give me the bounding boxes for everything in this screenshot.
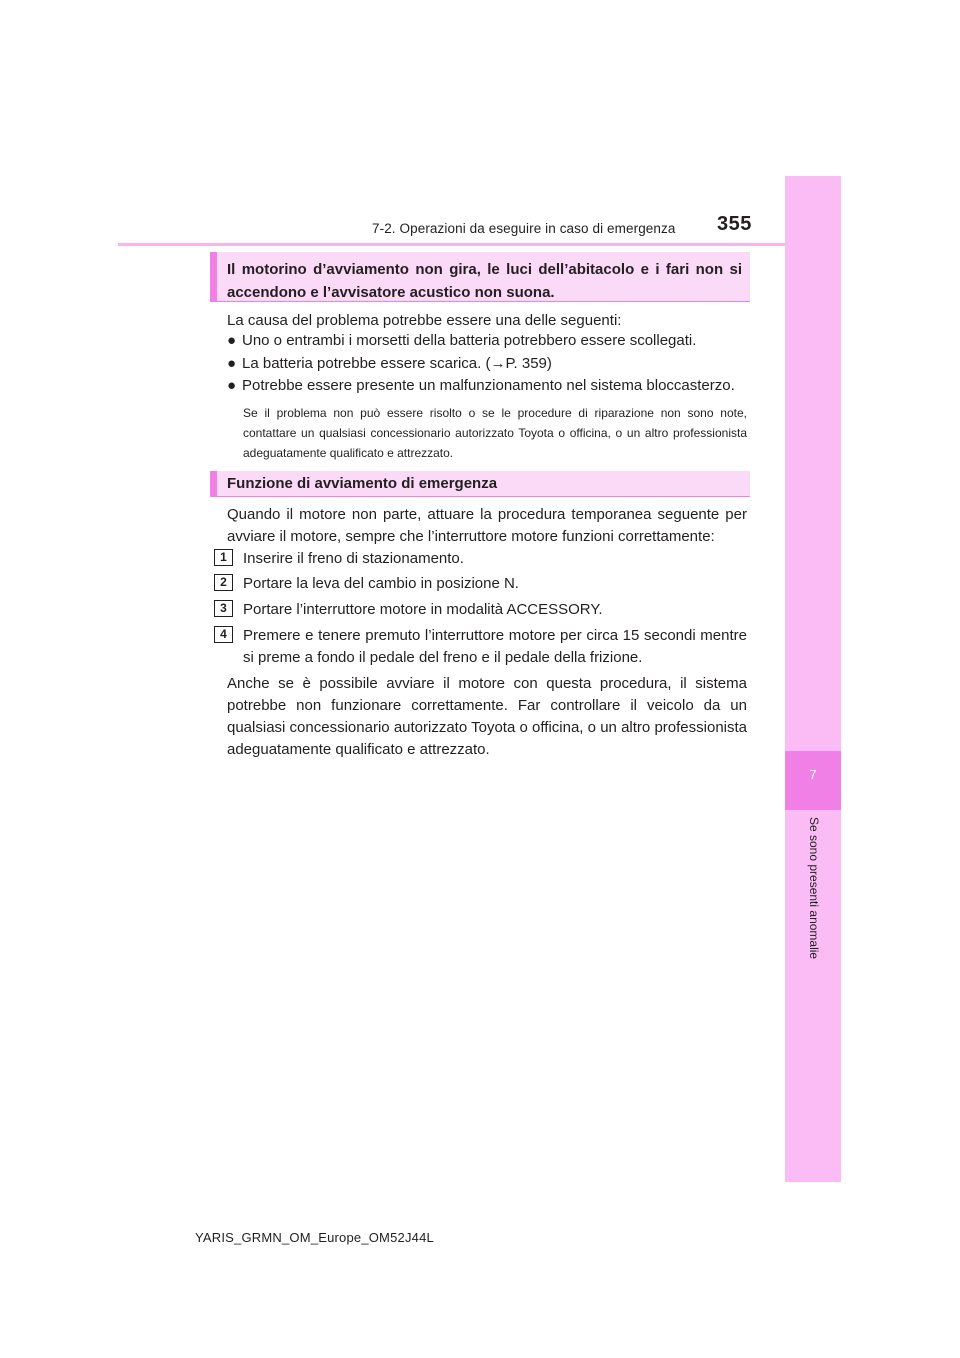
list-item [227,332,696,349]
bullet-text: Uno o entrambi i morsetti della batteria potrebbero essere scollegati. [242,332,697,349]
step-text: Inserire il freno di stazionamento. [243,550,464,567]
section-heading-emergency-start: Funzione di avviamento di emergenza [210,471,750,497]
note-text: Se il problema non può essere risolto o se le procedure di riparazione non sono note, contattare un qualsiasi concessionario autorizzato Toyota o officina, o un altro professionista adeguatamente qualificato e attrezzato. [243,406,747,460]
footer-document-code: YARIS_GRMN_OM_Europe_OM52J44L [195,1230,434,1245]
bullet-icon: ● [227,355,237,372]
header-title: 7-2. Operazioni da eseguire in caso di emergenza [372,221,676,236]
step-text: Portare l’interruttore motore in modalità ACCESSORY. [243,601,603,618]
bullet-text: La batteria potrebbe essere scarica. (→P. 359) [242,355,552,372]
step-number-badge: 2 [214,574,233,591]
bullet-icon: ● [227,377,237,394]
header-divider [118,243,841,246]
chapter-title: Se sono presenti anomalie [807,817,821,960]
step-number-badge: 4 [214,626,233,643]
bullet-text: Potrebbe essere presente un malfunzionamento nel sistema bloccasterzo. [242,377,735,394]
step-text: Premere e tenere premuto l’interruttore motore per circa 15 secondi mentre si preme a fondo il pedale del freno e il pedale della frizione. [243,627,747,666]
chapter-number: 7 [809,767,817,782]
list-item [227,355,552,372]
section-intro: Quando il motore non parte, attuare la procedura temporanea seguente per avviare il motore, sempre che l’interruttore motore funzioni correttamente: [227,506,747,545]
step-number-badge: 3 [214,600,233,617]
chapter-side-tab [785,176,841,1182]
closing-paragraph: Anche se è possibile avviare il motore con questa procedura, il sistema potrebbe non funzionare correttamente. Far controllare il veicolo da un qualsiasi concessionario autorizzato Toyota o officina, o un altro professionista adeguatamente qualificato e attrezzato. [227,675,747,758]
bullet-icon: ● [227,332,237,349]
section-intro: La causa del problema potrebbe essere una delle seguenti: [227,312,622,329]
step-number-badge: 1 [214,549,233,566]
step-text: Portare la leva del cambio in posizione N. [243,575,519,592]
list-item [227,377,735,394]
section-heading-starter: Il motorino d’avviamento non gira, le luci dell’abitacolo e i fari non si accendono e l’avvisatore acustico non suona. [210,252,750,302]
page-number: 355 [717,213,752,235]
